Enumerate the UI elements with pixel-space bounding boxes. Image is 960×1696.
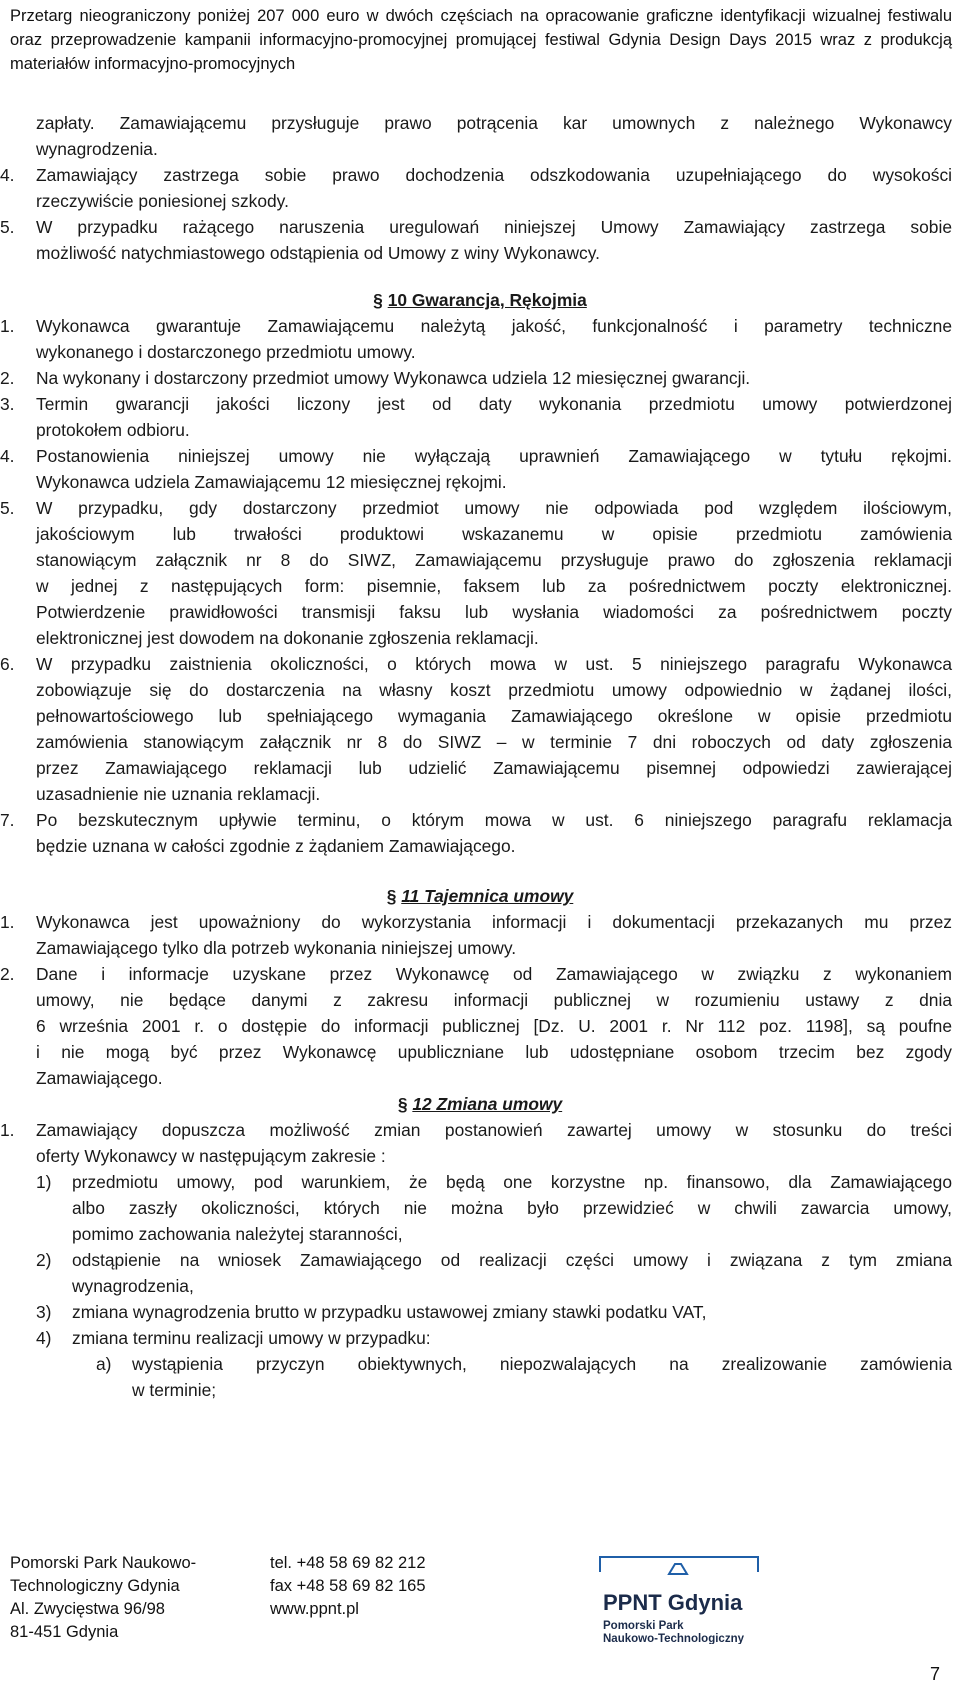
list-number: 7. [0,810,15,830]
line-text: Termin gwarancji jakości liczony jest od daty wykonania przedmiotu umowy potwierdzonej [36,394,952,414]
line-text: W przypadku rażącego naruszenia uregulowań niniejszej Umowy Zamawiający zastrzega sobie [36,217,952,237]
section-10-body [0,313,960,859]
text-line [0,599,960,625]
footer-contact [270,1552,470,1621]
page-header [10,4,952,76]
line-text: Postanowienia niniejszej umowy nie wyłączają uprawnień Zamawiającego w tytułu rękojmi. [36,446,952,466]
line-text: stanowiącym załącznik nr 8 do SIWZ, Zamawiającemu przysługuje prawo do zgłoszenia reklamacji [36,550,952,570]
text-line [0,755,960,781]
list-number: 4. [0,446,15,466]
line-text: w jednej z następujących form: pisemnie, faksem lub za pośrednictwem poczty elektronicznej. [36,576,952,596]
footer-fax: fax +48 58 69 82 165 [270,1577,426,1595]
text-line [0,240,960,266]
footer-address-line: Al. Zwycięstwa 96/98 [10,1600,165,1618]
footer-address-line: Pomorski Park Naukowo- [10,1554,197,1572]
text-line [0,935,960,961]
section-12-body [0,1117,960,1169]
footer-website[interactable]: www.ppnt.pl [270,1600,359,1618]
text-line [0,677,960,703]
section-10-heading [0,287,960,313]
logo-sub2: Naukowo-Technologiczny [603,1633,744,1644]
text-line [0,573,960,599]
line-text: w terminie; [132,1380,217,1400]
line-text: W przypadku zaistnienia okoliczności, o których mowa w ust. 5 niniejszego paragrafu Wykonawca [36,654,952,674]
text-line [0,781,960,807]
list-number: 5. [0,498,15,518]
ppnt-logo-mark [599,1556,759,1574]
line-text: Wykonawca jest upoważniony do wykorzystania informacji i dokumentacji przekazanych mu przez [36,912,952,932]
list-number: 4. [0,165,15,185]
text-line [0,443,960,469]
line-text: zamówienia stanowiącym załącznik nr 8 do SIWZ – w terminie 7 dni roboczych od daty zgłoszenia [36,732,952,752]
section-12-items [0,1169,960,1351]
list-number: a) [96,1354,112,1374]
list-number: 5. [0,217,15,237]
ppnt-logo [597,1554,767,1644]
footer-phone: tel. +48 58 69 82 212 [270,1554,426,1572]
text-line [0,909,960,935]
line-text: Po bezskutecznym upływie terminu, o którym mowa w ust. 6 niniejszego paragrafu reklamacja [36,810,952,830]
line-text: uzasadnienie nie uznania reklamacji. [36,784,321,804]
text-line [0,651,960,677]
list-number: 2) [36,1250,52,1270]
text-line [0,1013,960,1039]
section-12-heading [0,1091,960,1117]
text-line [0,1247,960,1273]
section-10-title: 10 Gwarancja, Rękojmia [387,290,587,310]
line-text: wynagrodzenia. [36,139,158,159]
line-text: Zamawiającego. [36,1068,163,1088]
line-text: albo zaszły okoliczności, których nie można było przewidzieć w chwili zawarcia umowy, [72,1198,952,1218]
text-line [0,1143,960,1169]
list-number: 6. [0,654,15,674]
line-text: Potwierdzenie prawidłowości transmisji faksu lub wysłania wiadomości za pośrednictwem poczty [36,602,952,622]
line-text: jakościowym lub trwałości produktowi wskazanemu w opisie przedmiotu zamówienia [36,524,952,544]
line-text: będzie uznana w całości zgodnie z żądaniem Zamawiającego. [36,836,516,856]
line-text: pełnowartościowego lub spełniającego wymagania Zamawiającego określone w opisie przedmiotu [36,706,952,726]
list-number: 1. [0,316,15,336]
text-line [0,1065,960,1091]
line-text: zapłaty. Zamawiającemu przysługuje prawo potrącenia kar umownych z należnego Wykonawcy [36,113,952,133]
line-text: zmiana terminu realizacji umowy w przypadku: [72,1328,431,1348]
line-text: umowy, nie będące danymi z zakresu informacji publicznej w rozumieniu ustawy z dnia [36,990,952,1010]
text-line [0,1351,960,1377]
header-line: oraz przeprowadzenie kampanii informacyjno-promocyjnej promującej festiwal Gdynia Design Days 2015 wraz z produkcją [10,31,952,49]
paragraph-sign: § [397,1094,408,1114]
line-text: 6 września 2001 r. o dostępie do informacji publicznej [Dz. U. 2001 r. Nr 112 poz. 1198], są poufne [36,1016,952,1036]
text-line [0,833,960,859]
paragraph-sign: § [373,290,383,310]
text-line [0,1195,960,1221]
line-text: i nie mogą być przez Wykonawcę upubliczniane lub udostępniane osobom trzecim bez zgody [36,1042,952,1062]
header-line: materiałów informacyjno-promocyjnych [10,55,296,73]
line-text: zmiana wynagrodzenia brutto w przypadku ustawowej zmiany stawki podatku VAT, [72,1302,707,1322]
text-line [0,1039,960,1065]
text-line [0,1221,960,1247]
section-12-title: 12 Zmiana umowy [412,1094,563,1114]
line-text: rzeczywiście poniesionej szkody. [36,191,289,211]
text-line [0,162,960,188]
line-text: przez Zamawiającego reklamacji lub udzielić Zamawiającemu pisemnej odpowiedzi zawierającej [36,758,952,778]
text-line [0,313,960,339]
line-text: Wykonawca udziela Zamawiającemu 12 miesięcznej rękojmi. [36,472,507,492]
text-line [0,1377,960,1403]
header-line: Przetarg nieograniczony poniżej 207 000 euro w dwóch częściach na opracowanie graficzne identyfikacji wizualnej festiwalu [10,7,952,25]
line-text: wykonanego i dostarczonego przedmiotu umowy. [36,342,416,362]
footer-address [10,1552,240,1644]
text-line [0,807,960,833]
text-line [0,495,960,521]
paragraph-sign: § [386,886,397,906]
text-line [0,987,960,1013]
line-text: W przypadku, gdy dostarczony przedmiot umowy nie odpowiada pod względem ilościowym, [36,498,952,518]
line-text: Wykonawca gwarantuje Zamawiającemu należytą jakość, funkcjonalność i parametry techniczne [36,316,952,336]
text-line [0,625,960,651]
list-number: 1. [0,1120,15,1140]
logo-sub1: Pomorski Park [603,1620,684,1632]
text-line [0,703,960,729]
list-number: 2. [0,964,15,984]
line-text: protokołem odbioru. [36,420,190,440]
text-line [0,961,960,987]
text-line [0,521,960,547]
line-text: przedmiotu umowy, pod warunkiem, że będą one korzystne np. finansowo, dla Zamawiającego [72,1172,952,1192]
line-text: elektronicznej jest dowodem na dokonanie zgłoszenia reklamacji. [36,628,539,648]
section-11-heading [0,883,960,909]
text-line [0,1169,960,1195]
text-line [0,1325,960,1351]
logo-title: PPNT Gdynia [603,1590,743,1615]
list-number: 3) [36,1302,52,1322]
list-number: 1. [0,912,15,932]
line-text: możliwość natychmiastowego odstąpienia od Umowy z winy Wykonawcy. [36,243,600,263]
text-line [0,188,960,214]
text-line [0,417,960,443]
section-11-body [0,909,960,1091]
document-body [0,110,960,1403]
footer-address-line: Technologiczny Gdynia [10,1577,180,1595]
text-line [0,391,960,417]
line-text: Na wykonany i dostarczony przedmiot umowy Wykonawca udziela 12 miesięcznej gwarancji. [36,368,751,388]
text-line [0,110,960,136]
section-12-subitems [0,1351,960,1403]
list-number: 4) [36,1328,52,1348]
footer-address-line: 81-451 Gdynia [10,1623,119,1641]
list-number: 2. [0,368,15,388]
text-line [0,1273,960,1299]
line-text: Dane i informacje uzyskane przez Wykonawcę od Zamawiającego w związku z wykonaniem [36,964,952,984]
line-text: Zamawiający dopuszcza możliwość zmian postanowień zawartej umowy w stosunku do treści [36,1120,952,1140]
line-text: pomimo zachowania należytej staranności, [72,1224,403,1244]
text-line [0,136,960,162]
text-line [0,339,960,365]
text-line [0,469,960,495]
line-text: Zamawiający zastrzega sobie prawo dochodzenia odszkodowania uzupełniającego do wysokości [36,165,952,185]
text-line [0,365,960,391]
line-text: odstąpienie na wniosek Zamawiającego od realizacji części umowy i związana z tym zmiana [72,1250,952,1270]
line-text: oferty Wykonawcy w następującym zakresie : [36,1146,386,1166]
line-text: Zamawiającego tylko dla potrzeb wykonania niniejszej umowy. [36,938,517,958]
section-11-title: 11 Tajemnica umowy [401,886,574,906]
line-text: wynagrodzenia, [72,1276,194,1296]
list-number: 3. [0,394,15,414]
section-9-tail [0,110,960,266]
text-line [0,547,960,573]
text-line [0,1117,960,1143]
list-number: 1) [36,1172,52,1192]
line-text: wystąpienia przyczyn obiektywnych, niepozwalających na zrealizowanie zamówienia [132,1354,952,1374]
text-line [0,1299,960,1325]
page-number: 7 [930,1664,941,1684]
text-line [0,729,960,755]
line-text: zobowiązuje się do dostarczenia na własny koszt przedmiotu umowy odpowiednio w żądanej ilości, [36,680,952,700]
text-line [0,214,960,240]
